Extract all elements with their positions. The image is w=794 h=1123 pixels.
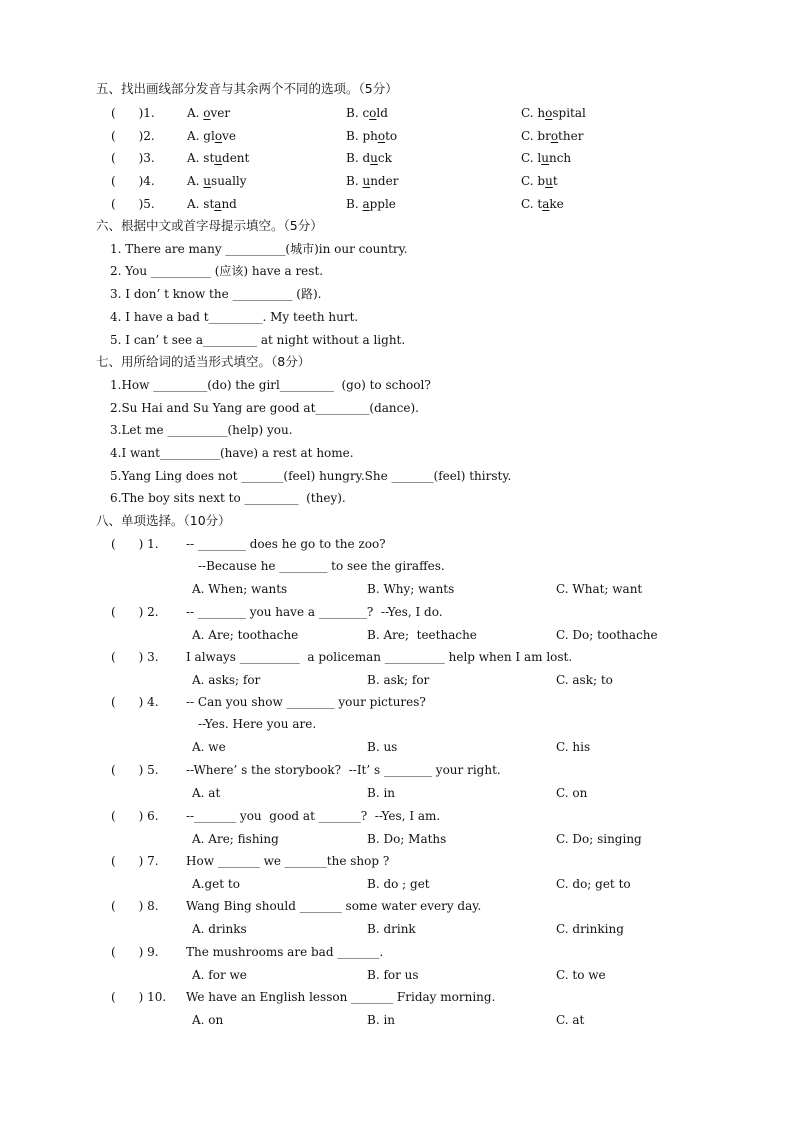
choice-b: B. Why; wants <box>367 582 455 596</box>
choice-b: B. Are; teethache <box>367 627 477 642</box>
question-text: I always __________ a policeman __________ help when I am lost. <box>186 650 573 664</box>
option-b: B. apple <box>346 197 396 211</box>
underlined-letter: a <box>542 197 550 211</box>
option-c: C. but <box>521 174 558 188</box>
option-b: B. cold <box>346 106 388 120</box>
question-text: --Yes. Here you are. <box>198 717 317 731</box>
question-text: -- ________ does he go to the zoo? <box>186 537 386 551</box>
choice-b: B. do ; get <box>367 876 430 891</box>
underlined-letter: u <box>541 151 549 165</box>
underlined-letter: u <box>370 151 378 165</box>
fill-blank-line: 1. There are many __________(城市)in our country. <box>110 242 408 256</box>
underlined-letter: u <box>203 174 212 188</box>
choice-b: B. drink <box>367 921 416 936</box>
fill-blank-line: 4. I have a bad t_________. My teeth hurt. <box>110 310 359 324</box>
underlined-letter: u <box>545 174 553 188</box>
question-text: -- ________ you have a ________? --Yes, I do. <box>186 605 443 619</box>
underlined-letter: u <box>362 174 371 188</box>
item-number: ( )5. <box>111 197 155 211</box>
underlined-letter: u <box>214 151 223 165</box>
choice-c: C. to we <box>556 967 606 982</box>
word-form-line: 1.How _________(do) the girl_________ (go) to school? <box>110 378 431 392</box>
question-text: --Where’ s the storybook? --It’ s ________ your right. <box>186 763 501 777</box>
option-a: A. usually <box>187 174 247 188</box>
question-text: We have an English lesson _______ Friday morning. <box>186 990 496 1004</box>
underlined-letter: o <box>377 129 386 143</box>
question-text: Wang Bing should _______ some water every day. <box>186 899 482 913</box>
question-number: ( ) 2. <box>111 605 159 619</box>
choice-c: C. drinking <box>556 921 624 936</box>
question-text: --_______ you good at _______? --Yes, I am. <box>186 809 441 823</box>
underlined-letter: o <box>369 106 377 120</box>
question-number: ( ) 8. <box>111 899 159 913</box>
question-text: The mushrooms are bad _______. <box>186 945 384 959</box>
section-7-heading: 七、用所给词的适当形式填空。（8分） <box>96 354 311 369</box>
choice-c: C. What; want <box>556 582 643 596</box>
word-form-line: 6.The boy sits next to _________ (they). <box>110 491 346 505</box>
underlined-letter: o <box>214 129 223 143</box>
question-number: ( ) 9. <box>111 945 159 959</box>
question-number: ( ) 3. <box>111 650 159 664</box>
choice-a: A. on <box>192 1012 224 1027</box>
underlined-letter: o <box>545 106 553 120</box>
option-a: A. student <box>187 151 250 165</box>
item-number: ( )1. <box>111 106 155 120</box>
option-b: B. photo <box>346 129 398 143</box>
choice-a: A. When; wants <box>192 582 288 596</box>
option-a: A. glove <box>187 129 236 143</box>
question-number: ( ) 5. <box>111 763 159 777</box>
item-number: ( )2. <box>111 129 155 143</box>
question-text: -- Can you show ________ your pictures? <box>186 695 426 709</box>
choice-a: A. at <box>192 785 221 800</box>
section-6-heading: 六、根据中文或首字母提示填空。（5分） <box>96 218 323 233</box>
choice-c: C. his <box>556 740 591 754</box>
underlined-letter: a <box>214 197 222 211</box>
underlined-letter: o <box>550 129 559 143</box>
choice-a: A. for we <box>192 967 247 982</box>
fill-blank-line: 2. You __________ (应该) have a rest. <box>110 264 324 278</box>
word-form-line: 5.Yang Ling does not _______(feel) hungry.She _______(feel) thirsty. <box>110 469 512 483</box>
question-number: ( ) 6. <box>111 809 159 823</box>
choice-c: C. at <box>556 1012 585 1027</box>
choice-b: B. in <box>367 1012 396 1027</box>
question-text: --Because he ________ to see the giraffes. <box>198 559 445 573</box>
choice-c: C. Do; singing <box>556 831 642 846</box>
option-a: A. stand <box>187 197 237 211</box>
choice-a: A. Are; toothache <box>192 627 299 642</box>
choice-c: C. ask; to <box>556 672 613 687</box>
section-5-heading: 五、找出画线部分发音与其余两个不同的选项。（5分） <box>96 81 398 96</box>
item-number: ( )3. <box>111 151 155 165</box>
option-c: C. take <box>521 197 564 211</box>
underlined-letter: a <box>362 197 370 211</box>
option-b: B. under <box>346 174 399 188</box>
question-number: ( ) 4. <box>111 695 159 709</box>
choice-b: B. ask; for <box>367 672 430 687</box>
choice-a: A. asks; for <box>192 672 261 687</box>
option-c: C. lunch <box>521 151 572 165</box>
option-c: C. hospital <box>521 106 586 120</box>
fill-blank-line: 3. I don’ t know the __________ (路). <box>110 287 322 301</box>
choice-b: B. for us <box>367 967 419 982</box>
choice-b: B. us <box>367 740 398 754</box>
choice-a: A.get to <box>192 876 240 891</box>
option-c: C. brother <box>521 129 584 143</box>
question-number: ( ) 7. <box>111 854 159 868</box>
choice-b: B. Do; Maths <box>367 831 447 846</box>
question-number: ( ) 10. <box>111 990 167 1004</box>
choice-c: C. Do; toothache <box>556 627 658 642</box>
choice-a: A. Are; fishing <box>192 831 279 846</box>
choice-b: B. in <box>367 785 396 800</box>
word-form-line: 2.Su Hai and Su Yang are good at_________(dance). <box>110 401 419 415</box>
item-number: ( )4. <box>111 174 155 188</box>
question-number: ( ) 1. <box>111 537 159 551</box>
question-text: How _______ we _______the shop ? <box>186 854 390 868</box>
underlined-letter: o <box>203 106 211 120</box>
word-form-line: 3.Let me __________(help) you. <box>110 423 293 437</box>
choice-c: C. do; get to <box>556 876 631 891</box>
fill-blank-line: 5. I can’ t see a_________ at night without a light. <box>110 333 406 347</box>
choice-a: A. we <box>192 740 226 754</box>
word-form-line: 4.I want__________(have) a rest at home. <box>110 446 354 460</box>
choice-a: A. drinks <box>192 921 247 936</box>
choice-c: C. on <box>556 785 588 800</box>
option-b: B. duck <box>346 151 392 165</box>
section-8-heading: 八、单项选择。（10分） <box>96 513 231 528</box>
option-a: A. over <box>187 106 231 120</box>
